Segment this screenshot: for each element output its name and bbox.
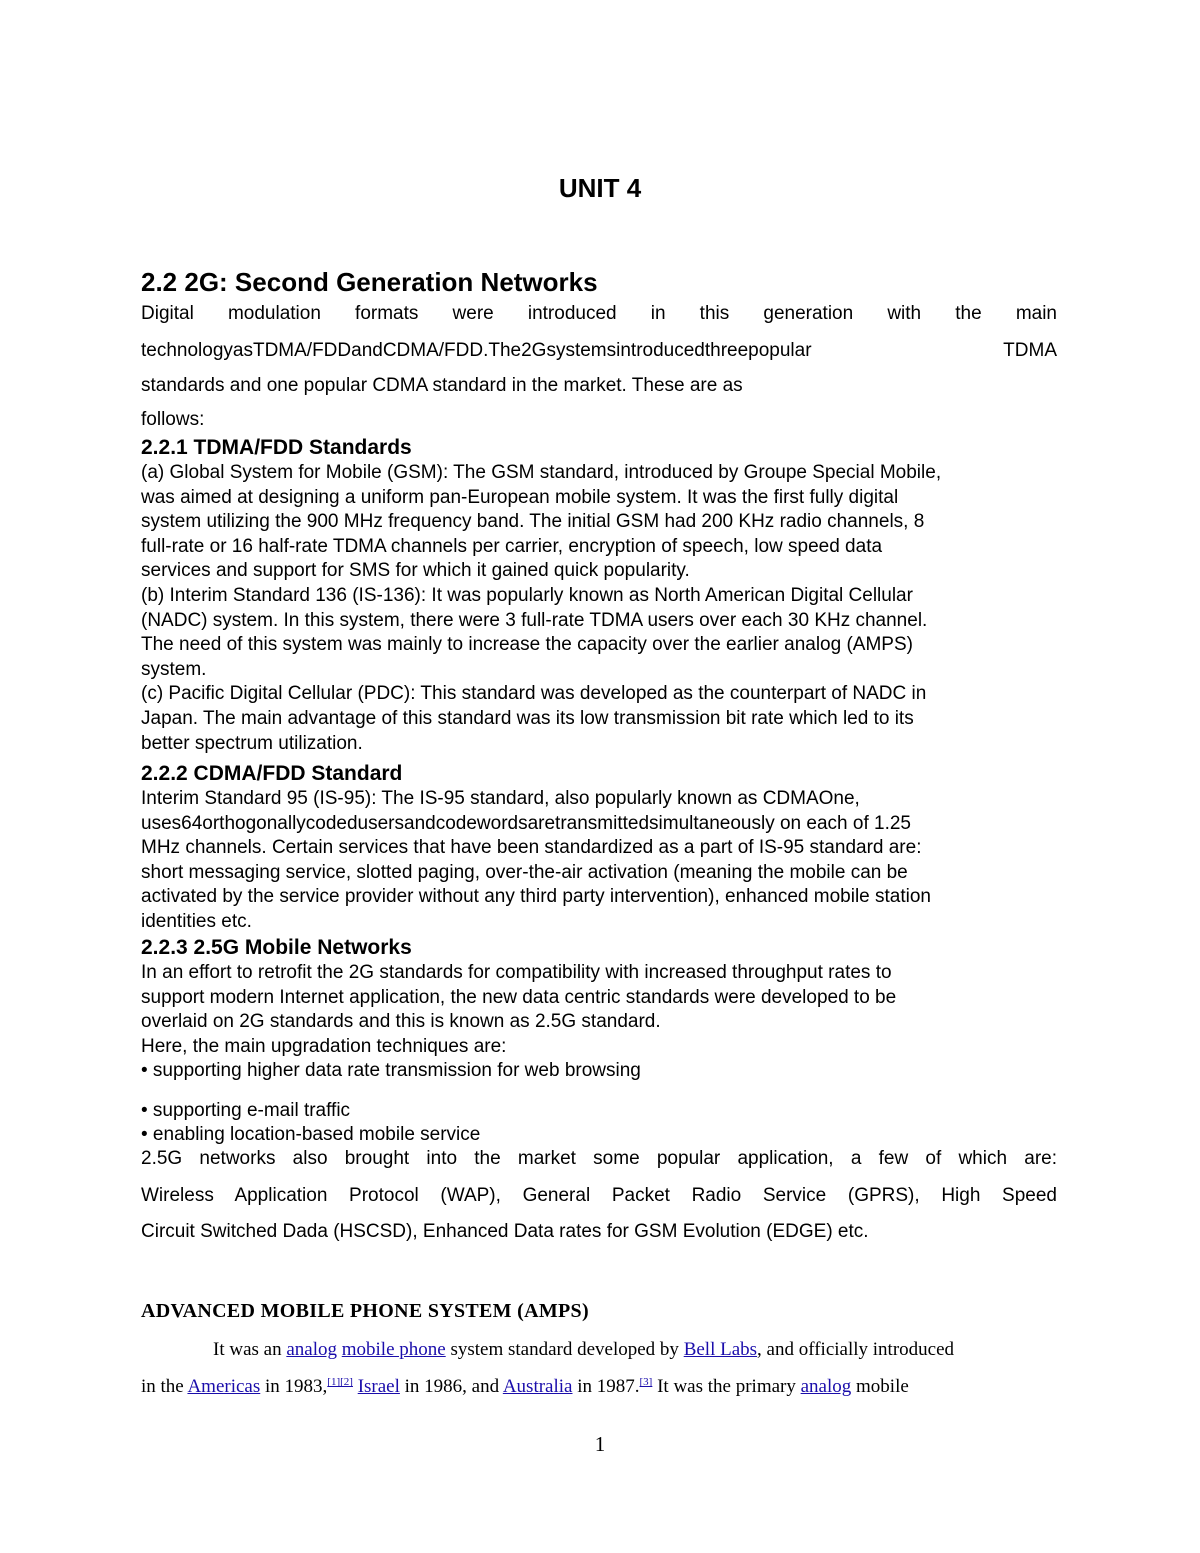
section-2-2-3 bbox=[141, 935, 1057, 1245]
paragraph-line: (c) Pacific Digital Cellular (PDC): This standard was developed as the counterpart of NADC in bbox=[141, 683, 927, 705]
amps-text: in 1983, bbox=[265, 1376, 328, 1397]
amps-text: , and officially introduced bbox=[757, 1339, 955, 1360]
section-2-2-line-2-right: TDMA bbox=[1003, 340, 1057, 361]
paragraph-line: identities etc. bbox=[141, 910, 252, 932]
link-analog-2[interactable]: analog bbox=[800, 1376, 852, 1397]
section-2-2-heading: 2.2 2G: Second Generation Networks bbox=[141, 267, 598, 297]
paragraph-line: system utilizing the 900 MHz frequency band. The initial GSM had 200 KHz radio channels, 8 bbox=[141, 511, 925, 533]
paragraph-line: The need of this system was mainly to increase the capacity over the earlier analog (AMPS) bbox=[141, 634, 913, 656]
amps-text: It was the primary bbox=[657, 1376, 796, 1397]
section-2-2-line-3: standards and one popular CDMA standard in the market. These are as bbox=[141, 375, 743, 396]
paragraph-line: support modern Internet application, the new data centric standards were developed to be bbox=[141, 986, 897, 1008]
citation-3[interactable]: [3] bbox=[639, 1376, 653, 1388]
link-americas[interactable]: Americas bbox=[187, 1376, 261, 1397]
section-2-2-line-4: follows: bbox=[141, 408, 205, 430]
paragraph-line: Interim Standard 95 (IS-95): The IS-95 standard, also popularly known as CDMAOne, bbox=[141, 788, 860, 809]
amps-text: mobile bbox=[856, 1376, 909, 1397]
amps-heading: ADVANCED MOBILE PHONE SYSTEM (AMPS) bbox=[141, 1300, 589, 1322]
section-2-2-1-heading: 2.2.1 TDMA/FDD Standards bbox=[141, 436, 412, 459]
section-2-2-line-1: Digital modulation formats were introduced in this generation with the main bbox=[141, 303, 1057, 324]
paragraph-line: (b) Interim Standard 136 (IS-136): It was popularly known as North American Digital Cellular bbox=[141, 584, 913, 606]
paragraph-line: overlaid on 2G standards and this is known as 2.5G standard. bbox=[141, 1011, 661, 1033]
paragraph-line: (NADC) system. In this system, there were 3 full-rate TDMA users over each 30 KHz channel. bbox=[141, 609, 928, 631]
paragraph-line: was aimed at designing a uniform pan-European mobile system. It was the first fully digital bbox=[141, 486, 899, 508]
paragraph-line: Here, the main upgradation techniques are: bbox=[141, 1035, 507, 1057]
amps-text: in the bbox=[141, 1376, 184, 1397]
bullet-item: • enabling location-based mobile service bbox=[141, 1124, 481, 1146]
paragraph-line: services and support for SMS for which it gained quick popularity. bbox=[141, 560, 690, 582]
link-mobile-phone[interactable]: mobile phone bbox=[341, 1339, 446, 1360]
section-2-2-3-heading: 2.2.3 2.5G Mobile Networks bbox=[141, 936, 412, 959]
citation-1-2[interactable]: [1][2] bbox=[327, 1376, 353, 1388]
bullet-item: • supporting e-mail traffic bbox=[141, 1100, 351, 1122]
section-2-2 bbox=[141, 266, 1057, 432]
amps-line-2 bbox=[141, 1376, 1057, 1398]
paragraph-line: short messaging service, slotted paging, over-the-air activation (meaning the mobile can be bbox=[141, 861, 908, 883]
amps-text: in 1987. bbox=[577, 1376, 640, 1397]
page-number: 1 bbox=[594, 1432, 606, 1456]
unit-title: UNIT 4 bbox=[558, 173, 642, 203]
paragraph-line: system. bbox=[141, 658, 207, 680]
closing-line-1: 2.5G networks also brought into the market some popular application, a few of which are: bbox=[141, 1148, 1057, 1170]
section-2-2-2-heading: 2.2.2 CDMA/FDD Standard bbox=[141, 762, 403, 785]
paragraph-line: In an effort to retrofit the 2G standards for compatibility with increased throughput rates to bbox=[141, 962, 892, 983]
section-2-2-1 bbox=[141, 435, 1057, 756]
bullet-item: • supporting higher data rate transmission for web browsing bbox=[141, 1060, 641, 1082]
paragraph-line: activated by the service provider without any third party intervention), enhanced mobile station bbox=[141, 886, 931, 908]
section-2-2-line-2-left: technologyasTDMA/FDDandCDMA/FDD.The2Gsystemsintroducedthreepopular bbox=[141, 340, 812, 361]
paragraph-line: (a) Global System for Mobile (GSM): The GSM standard, introduced by Groupe Special Mobile, bbox=[141, 462, 942, 483]
paragraph-line: uses64orthogonallycodedusersandcodewordsaretransmittedsimultaneously on each of 1.25 bbox=[141, 812, 911, 834]
paragraph-line: Japan. The main advantage of this standard was its low transmission bit rate which led to its bbox=[141, 707, 914, 729]
section-2-2-2 bbox=[141, 761, 1057, 935]
link-israel[interactable]: Israel bbox=[357, 1376, 400, 1397]
link-bell-labs[interactable]: Bell Labs bbox=[683, 1339, 758, 1360]
closing-line-3: Circuit Switched Dada (HSCSD), Enhanced Data rates for GSM Evolution (EDGE) etc. bbox=[141, 1221, 869, 1243]
paragraph-line: MHz channels. Certain services that have been standardized as a part of IS-95 standard are: bbox=[141, 837, 922, 859]
link-australia[interactable]: Australia bbox=[502, 1376, 573, 1397]
closing-line-2: Wireless Application Protocol (WAP), General Packet Radio Service (GPRS), High Speed bbox=[141, 1185, 1057, 1207]
amps-text: It was an bbox=[213, 1339, 282, 1360]
section-2-2-line-2 bbox=[141, 340, 1057, 362]
amps-text: in 1986, and bbox=[404, 1376, 500, 1397]
amps-text: system standard developed by bbox=[450, 1339, 679, 1360]
link-analog[interactable]: analog bbox=[286, 1339, 337, 1360]
paragraph-line: better spectrum utilization. bbox=[141, 732, 363, 754]
paragraph-line: full-rate or 16 half-rate TDMA channels per carrier, encryption of speech, low speed data bbox=[141, 535, 883, 557]
amps-line-1 bbox=[141, 1339, 1057, 1361]
